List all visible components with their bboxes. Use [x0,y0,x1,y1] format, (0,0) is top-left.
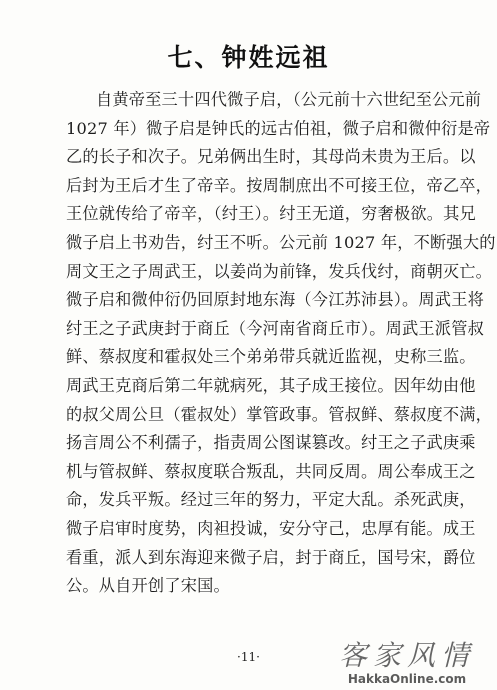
text-line-10: 鲜、蔡叔度和霍叔处三个弟弟带兵就近监视，史称三监。 [66,347,476,367]
chapter-title: 七、钟姓远祖 [167,43,330,72]
text-line-6: 微子启上书劝告，纣王不听。公元前 1027 年，不断强大的 [66,232,496,252]
body-text [66,86,496,601]
page-number: ·11· [237,650,260,664]
text-line-9: 纣王之子武庚封于商丘（今河南省商丘市）。周武王派管叔 [66,318,484,338]
text-line-17: 看重，派人到东海迎来微子启，封于商丘，国号宋，爵位 [66,547,476,567]
text-line-11: 周武王克商后第二年就病死，其子成王接位。因年幼由他 [66,375,476,395]
watermark [327,640,487,686]
text-line-15: 命，发兵平叛。经过三年的努力，平定大乱。杀死武庚， [66,490,476,510]
text-line-16: 微子启审时度势，肉袒投诚，安分守己，忠厚有能。成王 [66,518,476,538]
text-line-7: 周文王之子周武王，以姜尚为前锋，发兵伐纣，商朝灭亡。 [66,261,493,281]
text-line-14: 机与管叔鲜、蔡叔度联合叛乱，共同反周。周公奉成王之 [66,461,476,481]
text-line-1: 自黄帝至三十四代微子启，（公元前十六世纪至公元前 [96,90,482,109]
text-line-13: 扬言周公不利孺子，指责周公图谋篡改。纣王之子武庚乘 [66,433,476,453]
text-line-12: 的叔父周公旦（霍叔处）掌管政事。管叔鲜、蔡叔度不满， [66,404,493,424]
watermark-calligraphy: 客家风情 [338,639,475,672]
text-line-3: 乙的长子和次子。兄弟俩出生时，其母尚未贵为王后。以 [66,147,476,167]
text-line-8: 微子启和微仲衍仍回原封地东海（今江苏沛县）。周武王将 [66,290,484,310]
text-line-4: 后封为王后才生了帝辛。按周制庶出不可接王位，帝乙卒， [66,175,493,195]
text-line-5: 王位就传给了帝辛，（纣王）。纣王无道，穷奢极欲。其兄 [66,204,476,224]
watermark-url: HakkaOnline.com [347,672,467,686]
text-line-2: 1027 年）微子启是钟氏的远古伯祖，微子启和微仲衍是帝 [66,118,491,138]
text-line-18: 公。从自开创了宋国。 [66,576,230,596]
